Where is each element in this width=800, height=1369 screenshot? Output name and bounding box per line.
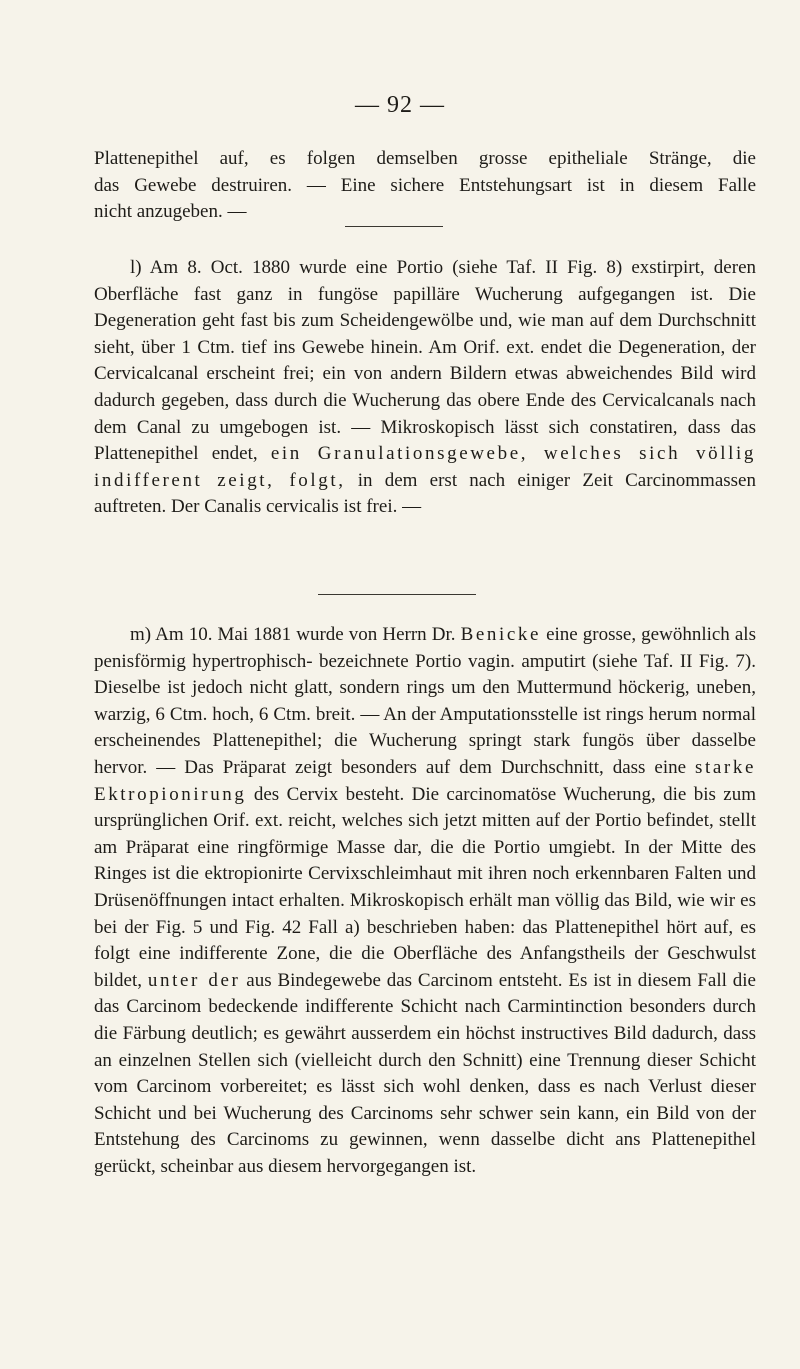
case-l-text [94,255,756,521]
case-m-person-name: Benicke [460,624,542,645]
intro-line-2: das Gewebe destruiren. — Eine sichere Entstehungsart ist in diesem Falle [94,174,756,196]
case-l-paragraph [94,255,756,521]
case-m-emphasis-1: starke Ektropionirung [94,756,756,805]
page-number: — 92 — [355,92,445,118]
case-m-text-part-2: eine grosse, gewöhnlich als penisförmig hypertrophisch- bezeichnete Portio vagin. amputirt (siehe Taf. II Fig. 7). Dieselbe ist jedoch nicht glatt, sondern rings um den Muttermund höckerig, uneben, warzig, 6 Ctm. hoch, 6 Ctm. breit. — An der Amputationsstelle ist rings herum normal erscheinendes Plattenepithel; die Wucherung springt stark fungös über dasselbe hervor. — Das Präparat zeigt besonders auf dem Durchschnitt, dass eine [94,624,756,778]
case-l-text-part-2: in dem erst nach einiger Zeit Carcinommassen auftreten. Der Canalis cervicalis ist frei. — [94,469,756,518]
case-m-emphasis-2: unter der [147,969,241,991]
case-l-text-part-1: l) Am 8. Oct. 1880 wurde eine Portio (siehe Taf. II Fig. 8) exstirpirt, deren Oberfläche fast ganz in fungöse papilläre Wucherung aufgegangen ist. Die Degeneration geht fast bis zum Scheidengewölbe und, wie man auf dem Durchschnitt sieht, über 1 Ctm. tief ins Gewebe hinein. Am Orif. ext. endet die Degeneration, der Cervicalcanal erscheint frei; ein von andern Bildern etwas abweichendes Bild wird dadurch gegeben, dass durch die Wucherung das obere Ende des Cervicalcanals nach dem Canal zu umgebogen ist. — Mikroskopisch lässt sich constatiren, dass das Plattenepithel endet, [94,257,756,465]
section-divider [345,226,443,227]
case-l-emphasis: ein Granulationsgewebe, welches sich völlig indifferent zeigt, folgt, [94,443,756,491]
case-m-text-part-1: m) Am 10. Mai 1881 wurde von Herrn Dr. [130,624,461,645]
intro-paragraph [94,146,756,226]
case-m-text-part-4: aus Bindegewebe das Carcinom entsteht. Es ist in diesem Fall die das Carcinom bedeckende indifferente Schicht nach Carmintinction besonders durch die Färbung deutlich; es gewährt ausserdem ein höchst instructives Bild dadurch, dass an einzelnen Stellen sich (vielleicht durch den Schnitt) eine Trennung dieser Schicht vom Carcinom vorbereitet; es lässt sich wohl denken, dass es nach Verlust dieser Schicht und bei Wucherung des Carcinoms sehr schwer sein kann, ein Bild von der Entstehung des Carcinoms zu gewinnen, wenn dasselbe dicht ans Plattenepithel gerückt, scheinbar aus diesem hervorgegangen ist. [94,969,756,1177]
case-m-text-part-3: des Cervix besteht. Die carcinomatöse Wucherung, die bis zum ursprünglichen Orif. ext. reicht, welches sich jetzt mitten auf der Portio befindet, stellt am Präparat eine ringförmige Masse dar, die die Portio umgiebt. In der Mitte des Ringes ist die ektropionirte Cervixschleimhaut mit ihren noch erkennbaren Falten und Drüsenöffnungen intact erhalten. Mikroskopisch erhält man völlig das Bild, wie wir es bei der Fig. 5 und Fig. 42 Fall a) beschrieben haben: das Plattenepithel hört auf, es folgt eine indifferente Zone, die die Oberfläche des Anfangstheils der Geschwulst bildet, [94,783,756,991]
intro-line-1: Plattenepithel auf, es folgen demselben grosse epitheliale Stränge, die [94,148,756,169]
section-divider [318,594,476,595]
case-m-paragraph [94,622,756,1180]
intro-line-3: nicht anzugeben. — [94,201,247,223]
case-m-text [94,622,756,1180]
